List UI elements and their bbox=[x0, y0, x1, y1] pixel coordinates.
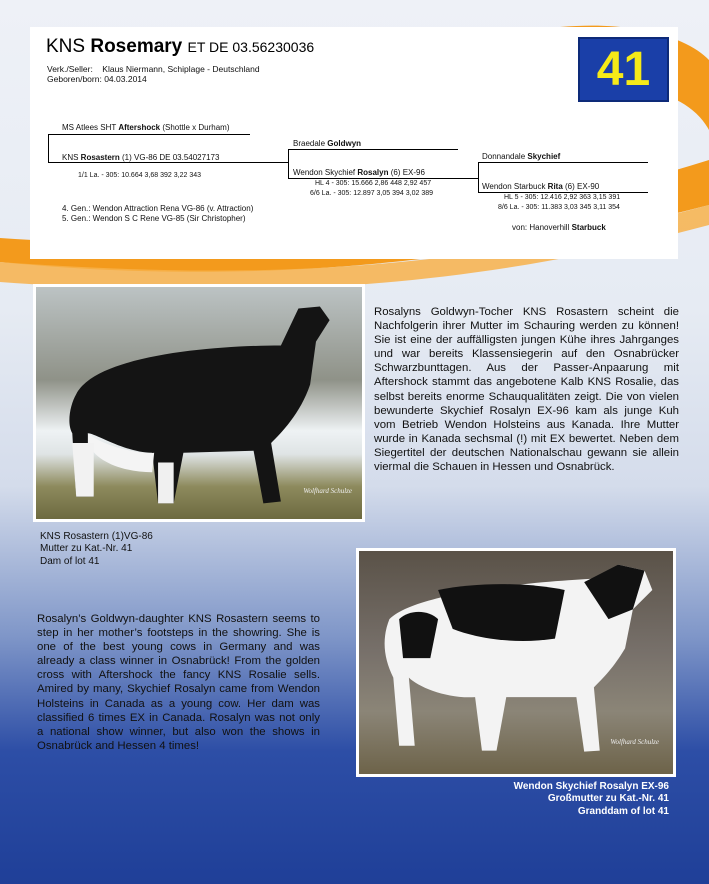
photo-caption-rosastern: KNS Rosastern (1)VG-86 Mutter zu Kat.-Nr. 41 Dam of lot 41 bbox=[40, 531, 153, 567]
photo-credit: Wolfhard Schulze bbox=[303, 487, 352, 495]
fifth-generation: 5. Gen.: Wendon S C Rene VG-85 (Sir Christopher) bbox=[62, 214, 246, 223]
photo-credit: Wolfhard Schulze bbox=[610, 738, 659, 746]
maternal-grandsire: Braedale Goldwyn bbox=[293, 139, 362, 148]
sire: MS Atlees SHT Aftershock (Shottle x Durham) bbox=[62, 123, 230, 132]
dam-record: 1/1 La. - 305: 10.664 3,68 392 3,22 343 bbox=[78, 172, 201, 179]
fourth-generation: 4. Gen.: Wendon Attraction Rena VG-86 (v. Attraction) bbox=[62, 204, 254, 213]
lot-number-badge: 41 bbox=[578, 37, 669, 102]
dam: KNS Rosastern (1) VG-86 DE 03.54027173 bbox=[62, 153, 220, 162]
animal-title: KNS Rosemary ET DE 03.56230036 bbox=[46, 36, 315, 57]
photo-rosastern bbox=[33, 284, 365, 522]
great-granddam-sire: von: Hanoverhill Starbuck bbox=[512, 223, 606, 232]
great-granddam-record-1: HL 5 - 305: 12.416 2,92 363 3,15 391 bbox=[504, 194, 621, 201]
photo-rosalyn bbox=[356, 548, 676, 777]
great-granddam-record-2: 8/6 La. - 305: 11.383 3,03 345 3,11 354 bbox=[498, 204, 620, 211]
seller-line: Verk./Seller: Klaus Niermann, Schiplage - Deutschland bbox=[47, 64, 260, 74]
photo-caption-rosalyn: Wendon Skychief Rosalyn EX-96 Großmutter zu Kat.-Nr. 41 Granddam of lot 41 bbox=[513, 781, 669, 817]
great-grandsire: Donnandale Skychief bbox=[482, 152, 561, 161]
english-description: Rosalyn’s Goldwyn-daughter KNS Rosastern seems to step in her mother’s footsteps in the showring. She is one of the best young cows in Germany and was already a class winner in Osnabrück! From the golden cross with Aftershock the fancy KNS Rosalie sells. Amired by many, Skychief Rosalyn came from Wendon Holsteins in Canada as a young cow. Her dam was classified 6 times EX in Canada. Rosalyn was not only a national show winner, but also won the shows in Osnabrück and Hessen 4 times! bbox=[37, 613, 320, 752]
born-line: Geboren/born: 04.03.2014 bbox=[47, 74, 147, 84]
granddam-record-2: 6/6 La. - 305: 12.897 3,05 394 3,02 389 bbox=[310, 190, 433, 197]
german-description: Rosalyns Goldwyn-Tocher KNS Rosastern scheint die Nachfolgerin ihrer Mutter im Schauring werden zu können! Sie ist eine der auffälligsten jungen Kühe ihres Jahrganges und war bereits Klassensiegerin auf den Osnabrücker Schwarzbunttagen. Aus der Passer-Anpaarung mit Aftershock stammt das angebotene Kalb KNS Rosalie, das selbst bereits enorme Schauqualitäten zeigt. Die von vielen bewunderte Skychief Rosalyn EX-96 kam als junge Kuh vom Betrieb Wendon Holsteins aus Kanada. Ihre Mutter wurde in Kanada sechsmal (!) mit EX bewertet. Neben dem Siegertitel der deutschen Nationalschau gewann sie allein viermal die Schauen in Hessen und Osnabrück. bbox=[374, 306, 679, 474]
granddam-record-1: HL 4 - 305: 15.666 2,86 448 2,92 457 bbox=[315, 180, 432, 187]
great-granddam: Wendon Starbuck Rita (6) EX-90 bbox=[482, 182, 600, 191]
pedigree-card bbox=[30, 27, 678, 259]
cow-illustration bbox=[36, 287, 362, 519]
granddam: Wendon Skychief Rosalyn (6) EX-96 bbox=[293, 168, 425, 177]
